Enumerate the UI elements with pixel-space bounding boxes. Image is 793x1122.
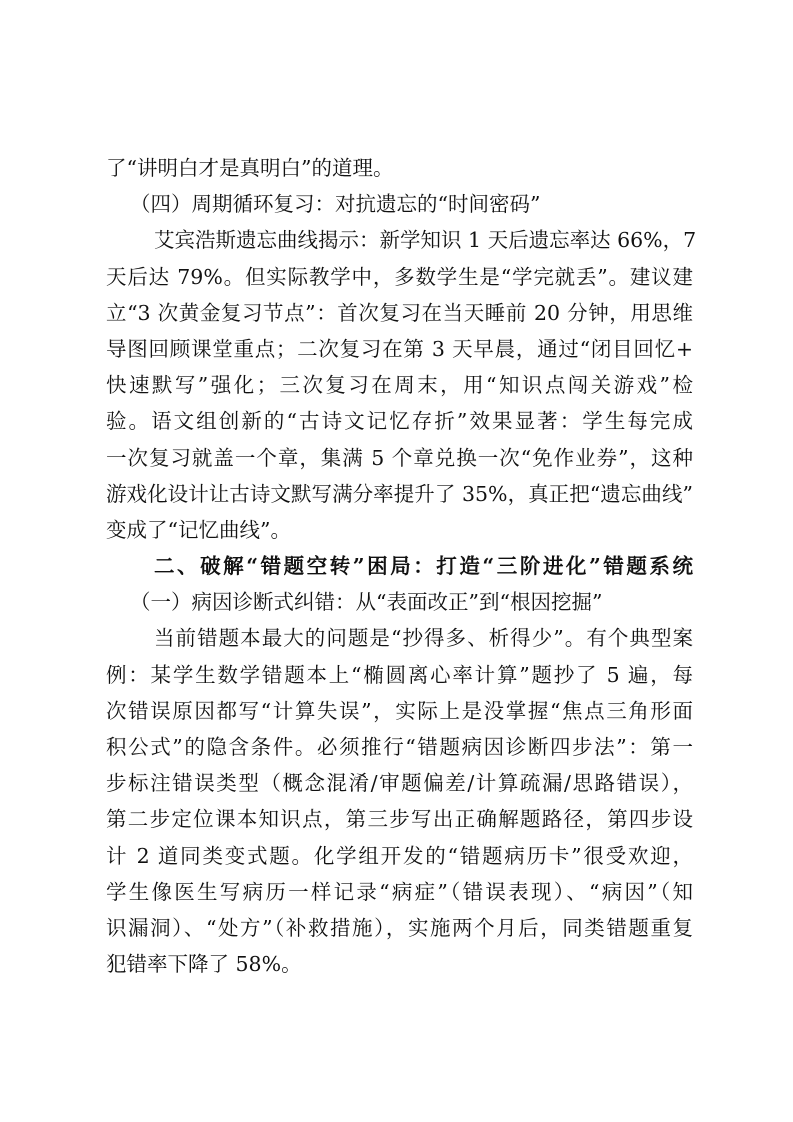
paragraph-line: 步标注错误类型（概念混淆/审题偏差/计算疏漏/思路错误）， bbox=[106, 771, 693, 796]
paragraph-line: 艾宾浩斯遗忘曲线揭示：新学知识 1 天后遗忘率达 66%，7 bbox=[154, 228, 697, 253]
paragraph-line: 快速默写”强化；三次复习在周末，用“知识点闯关游戏”检 bbox=[106, 373, 693, 398]
paragraph-line: 例：某学生数学错题本上“椭圆离心率计算”题抄了 5 遍，每 bbox=[106, 662, 693, 687]
paragraph-line: 识漏洞）、“处方”（补救措施），实施两个月后，同类错题重复 bbox=[106, 915, 693, 940]
paragraph-line: 犯错率下降了 58%。 bbox=[106, 952, 302, 977]
paragraph-line: 次错误原因都写“计算失误”，实际上是没掌握“焦点三角形面 bbox=[106, 698, 693, 723]
paragraph-line: 积公式”的隐含条件。必须推行“错题病因诊断四步法”：第一 bbox=[106, 735, 693, 759]
paragraph-line: 游戏化设计让古诗文默写满分率提升了 35%，真正把“遗忘曲线” bbox=[106, 481, 693, 506]
paragraph-line: 一次复习就盖一个章，集满 5 个章兑换一次“免作业券”，这种 bbox=[106, 445, 693, 470]
paragraph-line: 导图回顾课堂重点；二次复习在第 3 天早晨，通过“闭目回忆+ bbox=[106, 336, 693, 361]
section-heading-2: 二、破解“错题空转”困局：打造“三阶进化”错题系统 bbox=[154, 554, 693, 579]
paragraph-line: 学生像医生写病历一样记录“病症”（错误表现）、“病因”（知 bbox=[106, 879, 693, 904]
paragraph-line: 第二步定位课本知识点，第三步写出正确解题路径，第四步设 bbox=[106, 807, 693, 832]
paragraph-line: 立“3 次黄金复习节点”：首次复习在当天睡前 20 分钟，用思维 bbox=[106, 300, 693, 325]
document-page bbox=[106, 150, 697, 982]
paragraph-line: 计 2 道同类变式题。化学组开发的“错题病历卡”很受欢迎， bbox=[106, 843, 693, 868]
subheading-1: （一）病因诊断式纠错：从“表面改正”到“根因挖掘” bbox=[130, 590, 603, 615]
subheading-4: （四）周期循环复习：对抗遗忘的“时间密码” bbox=[130, 192, 541, 217]
paragraph-line: 验。语文组创新的“古诗文记忆存折”效果显著：学生每完成 bbox=[106, 409, 693, 434]
paragraph-line: 了“讲明白才是真明白”的道理。 bbox=[106, 156, 394, 180]
paragraph-line: 当前错题本最大的问题是“抄得多、析得少”。有个典型案 bbox=[154, 626, 693, 651]
paragraph-line: 天后达 79%。但实际教学中，多数学生是“学完就丢”。建议建 bbox=[106, 264, 693, 289]
paragraph-line: 变成了“记忆曲线”。 bbox=[106, 517, 291, 542]
